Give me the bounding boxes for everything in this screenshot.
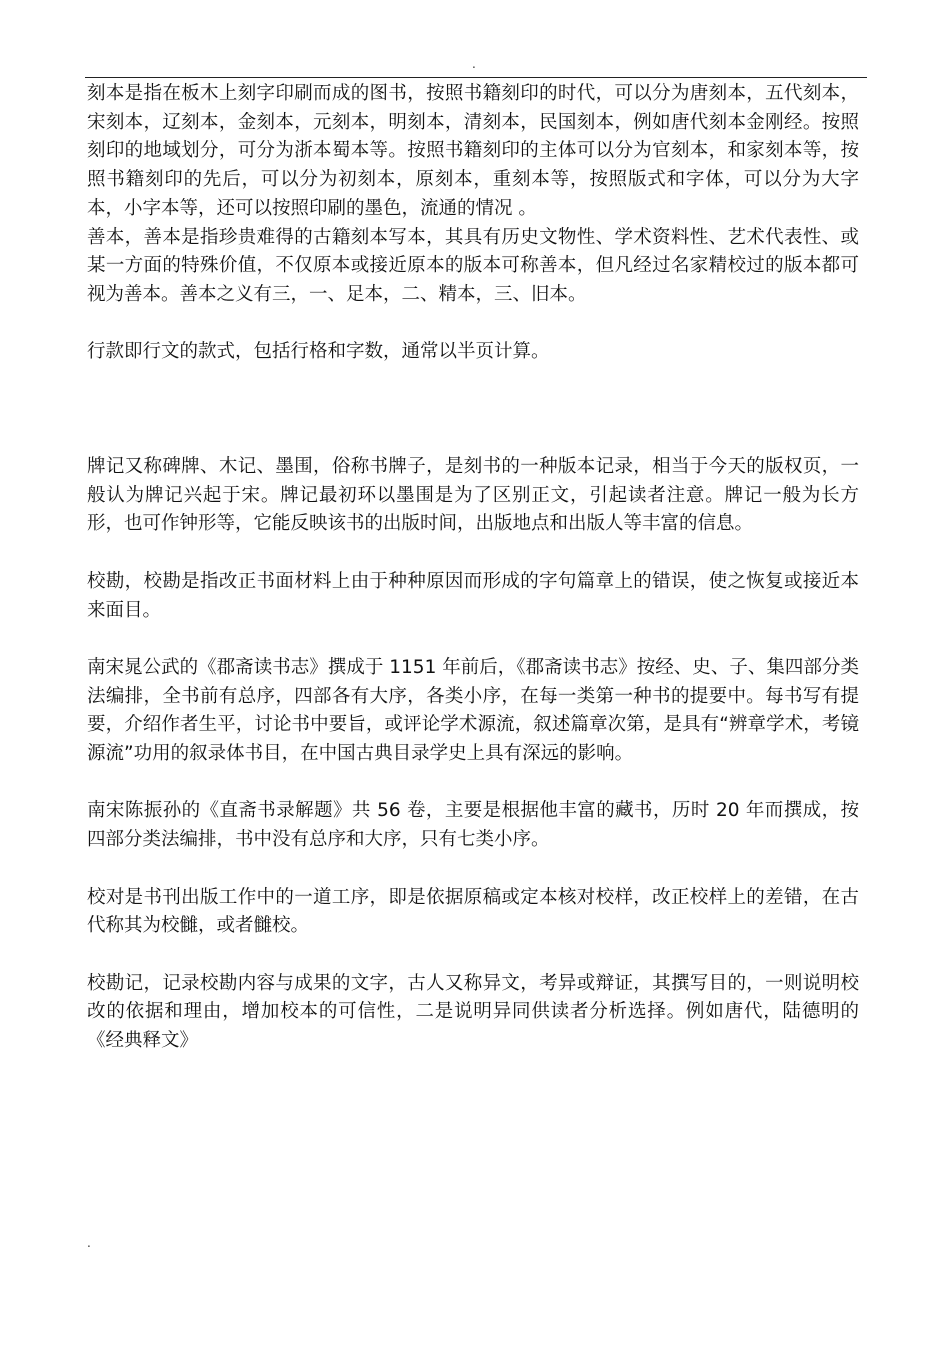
paragraph-junzhai-dushuzhi: 南宋晁公武的《郡斋读书志》撰成于 1151 年前后，《郡斋读书志》按经、史、子、集四部分类法编排，全书前有总序，四部各有大序，各类小序，在每一类第一种书的提要中。每书写有提要，介绍作者生平，讨论书中要旨，或评论学术源流，叙述篇章次第，是具有“辨章学术，考镜源流”功用的叙录体书目，在中国古典目录学史上具有深远的影响。	[87, 656, 859, 765]
paragraph-xingkuan: 行款即行文的款式，包括行格和字数，通常以半页计算。	[87, 341, 550, 363]
paragraph-paiji: 牌记又称碑牌、木记、墨围，俗称书牌子，是刻书的一种版本记录，相当于今天的版权页，一般认为牌记兴起于宋。牌记最初环以墨围是为了区别正文，引起读者注意。牌记一般为长方形，也可作钟形等，它能反映该书的出版时间，出版地点和出版人等丰富的信息。	[87, 456, 859, 535]
blank-line	[87, 769, 859, 798]
blank-line	[87, 625, 859, 654]
blank-lines	[87, 367, 859, 453]
blank-line	[87, 539, 859, 568]
blank-line	[87, 941, 859, 970]
blank-line	[87, 310, 859, 339]
paragraph-jiaodui: 校对是书刊出版工作中的一道工序，即是依据原稿或定本核对校样，改正校样上的差错，在古代称其为校雠，或者雠校。	[87, 886, 859, 937]
paragraph-jiaokanji: 校勘记，记录校勘内容与成果的文字，古人又称异文，考异或辩证，其撰写目的，一则说明校改的依据和理由，增加校本的可信性，二是说明异同供读者分析选择。例如唐代，陆德明的《经典释文》	[87, 972, 859, 1051]
paragraph-shanben: 善本，善本是指珍贵难得的古籍刻本写本，其具有历史文物性、学术资料性、艺术代表性、或某一方面的特殊价值，不仅原本或接近原本的版本可称善本，但凡经过名家精校过的版本都可视为善本。善本之义有三，一、足本，二、精本，三、旧本。	[87, 226, 859, 305]
header-mark: .	[472, 57, 476, 71]
document-body	[87, 80, 859, 1056]
paragraph-keben: 刻本是指在板木上刻字印刷而成的图书，按照书籍刻印的时代，可以分为唐刻本，五代刻本，宋刻本，辽刻本，金刻本，元刻本，明刻本，清刻本，民国刻本，例如唐代刻本金刚经。按照刻印的地域划分，可分为浙本蜀本等。按照书籍刻印的主体可以分为官刻本，和家刻本等，按照书籍刻印的先后，可以分为初刻本，原刻本，重刻本等，按照版式和字体，可以分为大字本，小字本等，还可以按照印刷的墨色，流通的情况 。	[87, 83, 859, 219]
paragraph-jiaokan: 校勘，校勘是指改正书面材料上由于种种原因而形成的字句篇章上的错误，使之恢复或接近本来面目。	[87, 570, 859, 621]
footer-mark: .	[87, 1236, 91, 1250]
paragraph-zhizhai-shulu-jieti: 南宋陈振孙的《直斋书录解题》共 56 卷，主要是根据他丰富的藏书，历时 20 年而撰成，按四部分类法编排，书中没有总序和大序，只有七类小序。	[87, 800, 859, 851]
header-rule	[85, 77, 867, 78]
blank-line	[87, 855, 859, 884]
